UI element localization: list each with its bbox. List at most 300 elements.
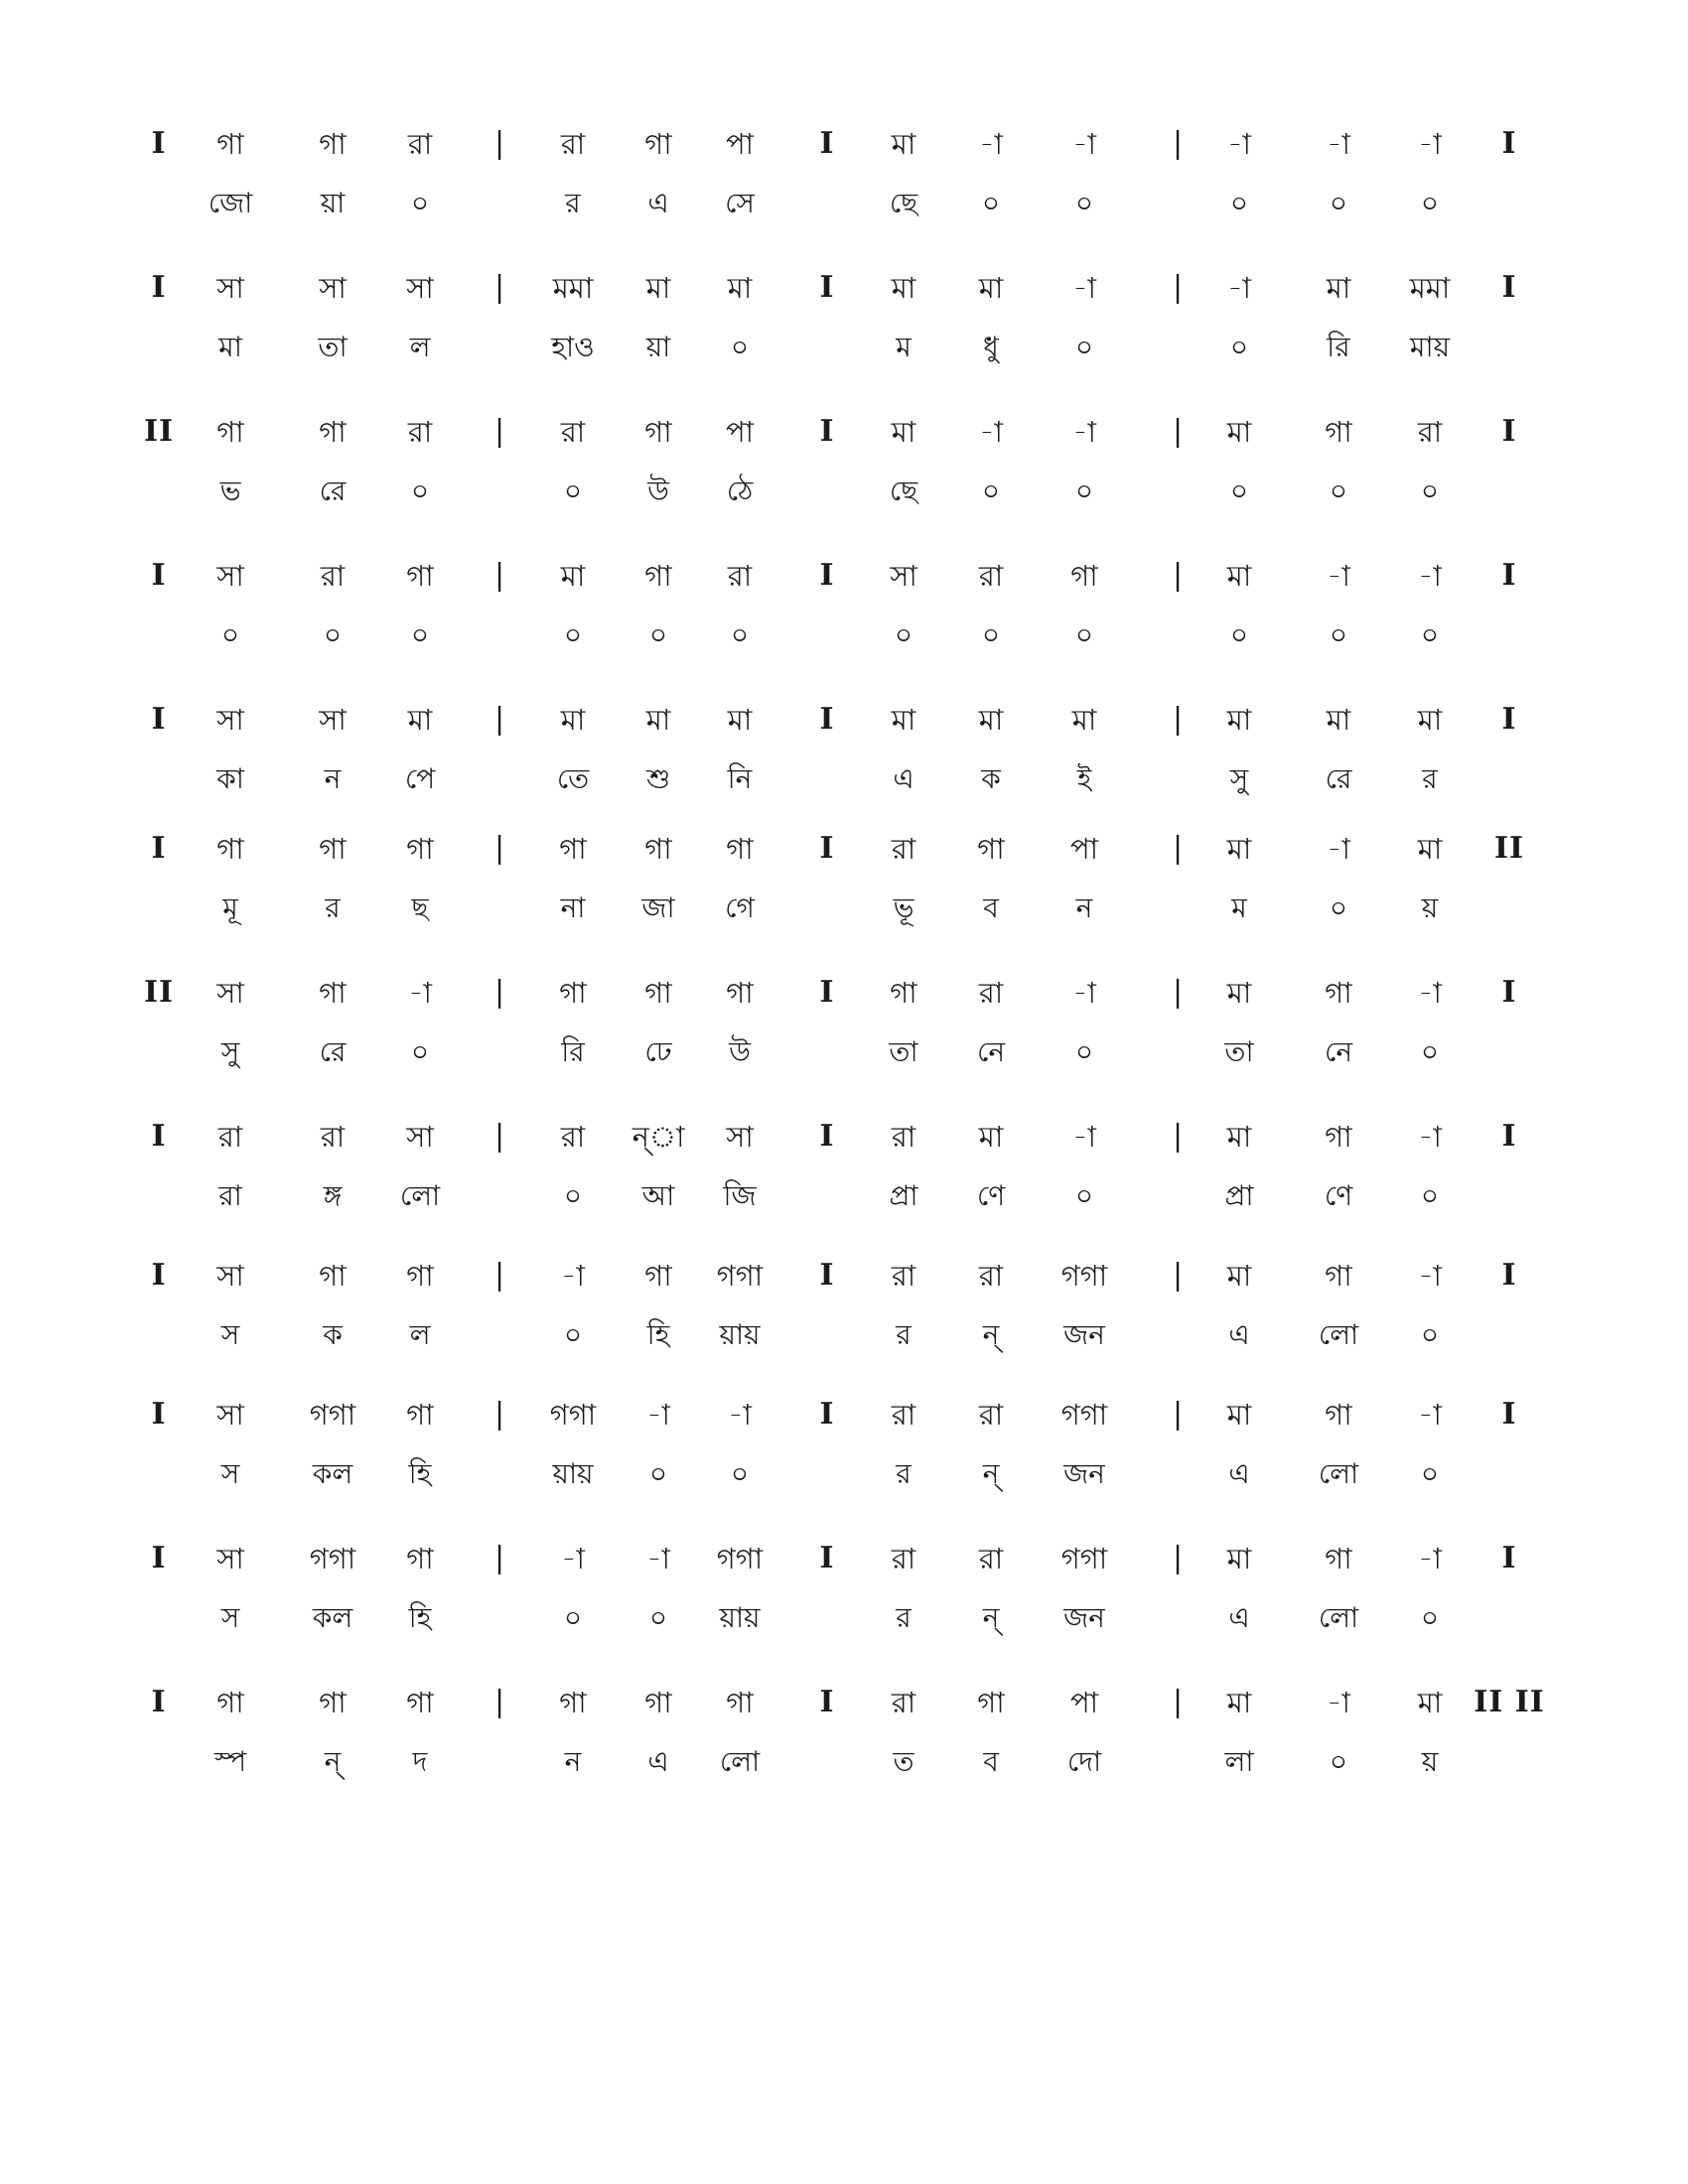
lyric-syllable: ঢে [644, 1035, 672, 1068]
lyric-syllable: ০ [323, 618, 343, 651]
note-syllable: রা [560, 415, 586, 449]
lyric-syllable: জন [1063, 1457, 1105, 1490]
note-syllable: গগা [309, 1398, 356, 1432]
lyric-syllable: ০ [730, 331, 750, 363]
lyric-syllable: ক [981, 762, 1001, 795]
note-syllable: গগা [1060, 1259, 1108, 1293]
lyric-syllable: য়ায় [719, 1601, 761, 1634]
lyric-syllable: য় [1421, 891, 1439, 924]
note-syllable: রা [891, 1120, 916, 1154]
lyric-syllable: মা [218, 331, 242, 363]
note-syllable: গা [726, 1686, 754, 1719]
note-syllable: -া [728, 1398, 752, 1432]
note-syllable: গা [406, 1398, 434, 1432]
note-syllable: গা [406, 1686, 434, 1719]
bar-line-mid: I [819, 1119, 835, 1154]
lyric-syllable: ০ [410, 475, 430, 507]
note-syllable: মা [1071, 703, 1097, 737]
lyric-syllable: ০ [648, 618, 668, 651]
lyric-syllable: লো [399, 1179, 441, 1212]
lyric-syllable: য়ায় [719, 1318, 761, 1351]
lyric-syllable: য়ায় [552, 1457, 594, 1490]
note-syllable: পা [725, 127, 755, 161]
bar-line-mid: I [819, 270, 835, 305]
note-syllable: রা [978, 1259, 1004, 1293]
lyric-syllable: আ [641, 1179, 675, 1212]
lyric-syllable: ০ [1329, 1745, 1348, 1778]
note-syllable: সা [216, 1542, 244, 1575]
beat-divider: | [1172, 1258, 1184, 1293]
lyric-syllable: ০ [1329, 187, 1348, 219]
note-syllable: রা [560, 127, 586, 161]
bar-line-close: I [1501, 975, 1517, 1010]
note-syllable: গা [726, 832, 754, 866]
lyric-syllable: লা [1224, 1745, 1254, 1778]
note-syllable: রা [978, 1542, 1004, 1575]
beat-divider: | [493, 1397, 505, 1432]
note-syllable: সা [319, 271, 347, 305]
lyric-syllable: স [220, 1457, 240, 1490]
bar-line-open: I [151, 558, 167, 593]
lyric-syllable: ০ [563, 1601, 583, 1634]
lyric-syllable: ০ [1074, 1179, 1094, 1212]
lyric-syllable: ০ [648, 1457, 668, 1490]
note-syllable: গা [406, 1542, 434, 1575]
note-syllable: -া [1227, 271, 1251, 305]
note-syllable: -া [1327, 1686, 1350, 1719]
note-syllable: গা [1325, 1120, 1352, 1154]
lyric-syllable: দ [412, 1745, 428, 1778]
bar-line-close: I [1501, 126, 1517, 161]
beat-divider: | [493, 1541, 505, 1575]
bar-line-close: I [1501, 1258, 1517, 1293]
lyric-syllable: ব [983, 1745, 999, 1778]
lyric-syllable: র [896, 1457, 912, 1490]
note-syllable: রা [217, 1120, 243, 1154]
lyric-syllable: প্রা [1224, 1179, 1254, 1212]
beat-divider: | [1172, 126, 1184, 161]
note-syllable: গা [216, 1686, 244, 1719]
lyric-syllable: হি [646, 1318, 670, 1351]
note-syllable: গা [977, 832, 1005, 866]
note-syllable: রা [891, 1259, 916, 1293]
lyric-syllable: নি [727, 762, 753, 795]
note-syllable: -া [1418, 1120, 1442, 1154]
note-syllable: গা [216, 415, 244, 449]
note-syllable: -া [979, 415, 1003, 449]
note-syllable: মা [1417, 703, 1443, 737]
note-syllable: মা [891, 415, 916, 449]
bar-line-close: II [1493, 831, 1525, 866]
bar-line-open: I [151, 1397, 167, 1432]
note-syllable: মা [1226, 1542, 1252, 1575]
lyric-syllable: ছে [889, 475, 918, 507]
lyric-syllable: এ [1228, 1457, 1250, 1490]
lyric-syllable: ০ [1420, 187, 1440, 219]
lyric-syllable: লো [1318, 1601, 1359, 1634]
beat-divider: | [493, 414, 505, 449]
note-syllable: সা [216, 271, 244, 305]
lyric-syllable: রি [1327, 331, 1350, 363]
bar-line-open: I [151, 270, 167, 305]
note-syllable: -া [1418, 1542, 1442, 1575]
note-syllable: -া [1418, 127, 1442, 161]
note-syllable: -া [1418, 1259, 1442, 1293]
note-syllable: গা [644, 559, 672, 593]
lyric-syllable: ন [564, 1745, 582, 1778]
lyric-syllable: রে [319, 1035, 347, 1068]
note-syllable: পা [1069, 832, 1099, 866]
note-syllable: গা [644, 832, 672, 866]
lyric-syllable: ০ [563, 1318, 583, 1351]
lyric-syllable: নে [976, 1035, 1006, 1068]
beat-divider: | [493, 1685, 505, 1719]
lyric-syllable: ভ [219, 475, 241, 507]
bar-line-close: I [1501, 414, 1517, 449]
note-syllable: মা [1417, 1686, 1443, 1719]
note-syllable: মা [407, 703, 433, 737]
lyric-syllable: জন [1063, 1318, 1105, 1351]
note-syllable: সা [406, 271, 434, 305]
note-syllable: মা [1226, 1398, 1252, 1432]
lyric-syllable: র [896, 1601, 912, 1634]
bar-line-open: I [151, 1119, 167, 1154]
note-syllable: গা [319, 415, 347, 449]
bar-line-close: I [1501, 702, 1517, 737]
note-syllable: গা [406, 832, 434, 866]
lyric-syllable: ন্ [982, 1601, 1000, 1634]
note-syllable: পা [725, 415, 755, 449]
lyric-syllable: শু [645, 762, 671, 795]
lyric-syllable: লো [719, 1745, 761, 1778]
note-syllable: -া [1327, 127, 1350, 161]
lyric-syllable: ঙ্গ [323, 1179, 343, 1212]
bar-line-mid: I [819, 1541, 835, 1575]
note-syllable: -া [561, 1542, 585, 1575]
bar-line-mid: I [819, 702, 835, 737]
lyric-syllable: রি [561, 1035, 585, 1068]
note-syllable: গা [1325, 415, 1352, 449]
note-syllable: মা [1326, 271, 1351, 305]
note-syllable: গা [559, 1686, 587, 1719]
bar-line-mid: I [819, 975, 835, 1010]
note-syllable: ন্া [632, 1120, 685, 1154]
note-syllable: পা [1069, 1686, 1099, 1719]
note-syllable: সা [216, 976, 244, 1010]
note-syllable: মা [560, 703, 586, 737]
note-syllable: গা [726, 976, 754, 1010]
bar-line-close: I [1501, 1397, 1517, 1432]
beat-divider: | [493, 270, 505, 305]
bar-line-mid: I [819, 126, 835, 161]
note-syllable: গা [644, 1259, 672, 1293]
beat-divider: | [1172, 1541, 1184, 1575]
lyric-syllable: ০ [220, 618, 240, 651]
note-syllable: গা [319, 1259, 347, 1293]
lyric-syllable: কল [312, 1457, 353, 1490]
lyric-syllable: র [565, 187, 581, 219]
lyric-syllable: সু [220, 1035, 240, 1068]
lyric-syllable: তা [318, 331, 348, 363]
note-syllable: রা [891, 1686, 916, 1719]
lyric-syllable: ন [1075, 891, 1093, 924]
lyric-syllable: উ [647, 475, 669, 507]
beat-divider: | [493, 1119, 505, 1154]
note-syllable: গগা [309, 1542, 356, 1575]
lyric-syllable: ণে [976, 1179, 1006, 1212]
note-syllable: গা [406, 1259, 434, 1293]
lyric-syllable: এ [893, 762, 914, 795]
beat-divider: | [1172, 414, 1184, 449]
lyric-syllable: ন্ [324, 1745, 342, 1778]
note-syllable: মা [891, 127, 916, 161]
note-syllable: গা [559, 832, 587, 866]
bar-line-open: I [151, 1541, 167, 1575]
lyric-syllable: তা [1224, 1035, 1254, 1068]
note-syllable: মা [560, 559, 586, 593]
lyric-syllable: ০ [410, 1035, 430, 1068]
lyric-syllable: ০ [1420, 1457, 1440, 1490]
note-syllable: গা [1325, 976, 1352, 1010]
note-syllable: গা [559, 976, 587, 1010]
note-syllable: গগা [716, 1259, 764, 1293]
note-syllable: রা [1417, 415, 1443, 449]
note-syllable: গা [890, 976, 917, 1010]
note-syllable: রা [891, 1542, 916, 1575]
beat-divider: | [493, 558, 505, 593]
note-syllable: গা [319, 127, 347, 161]
note-syllable: -া [561, 1259, 585, 1293]
lyric-syllable: তে [556, 762, 590, 795]
lyric-syllable: গে [725, 891, 755, 924]
note-syllable: রা [978, 559, 1004, 593]
note-syllable: মা [978, 703, 1004, 737]
note-syllable: মা [645, 271, 671, 305]
note-syllable: মা [1417, 832, 1443, 866]
note-syllable: মা [891, 703, 916, 737]
note-syllable: মা [891, 271, 916, 305]
note-syllable: -া [646, 1542, 670, 1575]
note-syllable: গা [216, 832, 244, 866]
lyric-syllable: ল [409, 1318, 431, 1351]
lyric-syllable: রে [319, 475, 347, 507]
lyric-syllable: জন [1063, 1601, 1105, 1634]
note-syllable: রা [891, 1398, 916, 1432]
note-syllable: গা [319, 1686, 347, 1719]
note-syllable: মা [978, 1120, 1004, 1154]
lyric-syllable: নে [1324, 1035, 1353, 1068]
lyric-syllable: ০ [1329, 475, 1348, 507]
lyric-syllable: ণে [1324, 1179, 1353, 1212]
lyric-syllable: ভূ [893, 891, 914, 924]
bar-line-open: I [151, 1258, 167, 1293]
note-syllable: মা [1226, 1120, 1252, 1154]
note-syllable: গা [644, 415, 672, 449]
lyric-syllable: ০ [981, 618, 1001, 651]
lyric-syllable: ০ [730, 618, 750, 651]
note-syllable: -া [1072, 271, 1096, 305]
bar-line-mid: I [819, 1397, 835, 1432]
beat-divider: | [493, 1258, 505, 1293]
lyric-syllable: লো [1318, 1457, 1359, 1490]
note-syllable: সা [406, 1120, 434, 1154]
beat-divider: | [1172, 702, 1184, 737]
lyric-syllable: স [220, 1318, 240, 1351]
lyric-syllable: য়া [320, 187, 346, 219]
lyric-syllable: র [325, 891, 341, 924]
lyric-syllable: ০ [1420, 1318, 1440, 1351]
bar-line-close: I [1501, 270, 1517, 305]
beat-divider: | [1172, 1397, 1184, 1432]
bar-line-open: I [151, 702, 167, 737]
note-syllable: মমা [552, 271, 594, 305]
lyric-syllable: কা [216, 762, 244, 795]
lyric-syllable: এ [1228, 1601, 1250, 1634]
lyric-syllable: য়া [645, 331, 671, 363]
lyric-syllable: ০ [1420, 1601, 1440, 1634]
note-syllable: -া [646, 1398, 670, 1432]
lyric-syllable: সু [1229, 762, 1249, 795]
lyric-syllable: ০ [981, 187, 1001, 219]
bar-line-mid: I [819, 414, 835, 449]
lyric-syllable: ০ [1074, 331, 1094, 363]
lyric-syllable: সে [725, 187, 755, 219]
beat-divider: | [1172, 270, 1184, 305]
lyric-syllable: ০ [1074, 1035, 1094, 1068]
note-syllable: সা [216, 1398, 244, 1432]
lyric-syllable: ০ [1229, 331, 1249, 363]
lyric-syllable: তা [889, 1035, 918, 1068]
lyric-syllable: র [1422, 762, 1438, 795]
note-syllable: মা [978, 271, 1004, 305]
bar-line-mid: I [819, 558, 835, 593]
note-syllable: -া [1072, 1120, 1096, 1154]
note-syllable: -া [408, 976, 432, 1010]
lyric-syllable: হাও [551, 331, 595, 363]
beat-divider: | [1172, 975, 1184, 1010]
note-syllable: গা [1325, 1259, 1352, 1293]
note-syllable: সা [216, 703, 244, 737]
note-syllable: রা [407, 127, 433, 161]
bar-line-open: I [151, 126, 167, 161]
lyric-syllable: ০ [563, 475, 583, 507]
lyric-syllable: ০ [1420, 475, 1440, 507]
bar-line-open: II [143, 414, 175, 449]
note-syllable: মা [727, 271, 753, 305]
lyric-syllable: হি [408, 1457, 432, 1490]
note-syllable: গা [319, 832, 347, 866]
note-syllable: রা [320, 1120, 346, 1154]
beat-divider: | [493, 702, 505, 737]
lyric-syllable: স্প [213, 1745, 247, 1778]
note-syllable: মা [1226, 1259, 1252, 1293]
lyric-syllable: ০ [1329, 618, 1348, 651]
note-syllable: রা [727, 559, 753, 593]
beat-divider: | [493, 975, 505, 1010]
lyric-syllable: ০ [981, 475, 1001, 507]
note-syllable: সা [319, 703, 347, 737]
note-syllable: গগা [1060, 1398, 1108, 1432]
lyric-syllable: ছ [411, 891, 429, 924]
lyric-syllable: ঠে [726, 475, 754, 507]
lyric-syllable: মায় [1409, 331, 1451, 363]
note-syllable: মা [727, 703, 753, 737]
lyric-syllable: ০ [410, 618, 430, 651]
lyric-syllable: ০ [1074, 618, 1094, 651]
lyric-syllable: প্রা [889, 1179, 918, 1212]
note-syllable: মা [1226, 415, 1252, 449]
lyric-syllable: য় [1421, 1745, 1439, 1778]
beat-divider: | [493, 831, 505, 866]
note-syllable: রা [407, 415, 433, 449]
note-syllable: গা [644, 1686, 672, 1719]
lyric-syllable: জি [723, 1179, 757, 1212]
lyric-syllable: না [560, 891, 586, 924]
lyric-syllable: ০ [1229, 475, 1249, 507]
beat-divider: | [1172, 1685, 1184, 1719]
lyric-syllable: ধু [983, 331, 999, 363]
lyric-syllable: ০ [1420, 618, 1440, 651]
note-syllable: গগা [716, 1542, 764, 1575]
lyric-syllable: ই [1076, 762, 1092, 795]
note-syllable: গগা [549, 1398, 597, 1432]
bar-line-open: I [151, 1685, 167, 1719]
note-syllable: -া [1327, 559, 1350, 593]
lyric-syllable: ০ [1074, 475, 1094, 507]
note-syllable: গা [1325, 1542, 1352, 1575]
lyric-syllable: দো [1066, 1745, 1102, 1778]
bar-line-close: I [1501, 1119, 1517, 1154]
note-syllable: গা [644, 976, 672, 1010]
beat-divider: | [1172, 831, 1184, 866]
bar-line-mid: I [819, 1258, 835, 1293]
lyric-syllable: ০ [1420, 1035, 1440, 1068]
lyric-syllable: ন [324, 762, 342, 795]
note-syllable: গা [1070, 559, 1098, 593]
lyric-syllable: এ [647, 1745, 669, 1778]
lyric-syllable: কল [312, 1601, 353, 1634]
lyric-syllable: রে [1325, 762, 1352, 795]
note-syllable: -া [979, 127, 1003, 161]
bar-line-close: II II [1474, 1685, 1545, 1719]
lyric-syllable: ০ [1329, 891, 1348, 924]
note-syllable: গা [406, 559, 434, 593]
beat-divider: | [493, 126, 505, 161]
note-syllable: সা [216, 1259, 244, 1293]
lyric-syllable: উ [729, 1035, 751, 1068]
lyric-syllable: ক [323, 1318, 343, 1351]
note-syllable: মা [1226, 832, 1252, 866]
note-syllable: রা [560, 1120, 586, 1154]
bar-line-mid: I [819, 831, 835, 866]
lyric-syllable: ছে [889, 187, 918, 219]
lyric-syllable: ন্ [982, 1457, 1000, 1490]
note-syllable: -া [1418, 559, 1442, 593]
lyric-syllable: ত [893, 1745, 914, 1778]
lyric-syllable: ০ [1074, 187, 1094, 219]
lyric-syllable: মূ [222, 891, 238, 924]
lyric-syllable: র [896, 1318, 912, 1351]
lyric-syllable: ব [983, 891, 999, 924]
lyric-syllable: ০ [563, 618, 583, 651]
lyric-syllable: লো [1318, 1318, 1359, 1351]
lyric-syllable: ন্ [982, 1318, 1000, 1351]
note-syllable: -া [1072, 976, 1096, 1010]
note-syllable: রা [320, 559, 346, 593]
beat-divider: | [1172, 558, 1184, 593]
note-syllable: রা [978, 1398, 1004, 1432]
note-syllable: গা [977, 1686, 1005, 1719]
